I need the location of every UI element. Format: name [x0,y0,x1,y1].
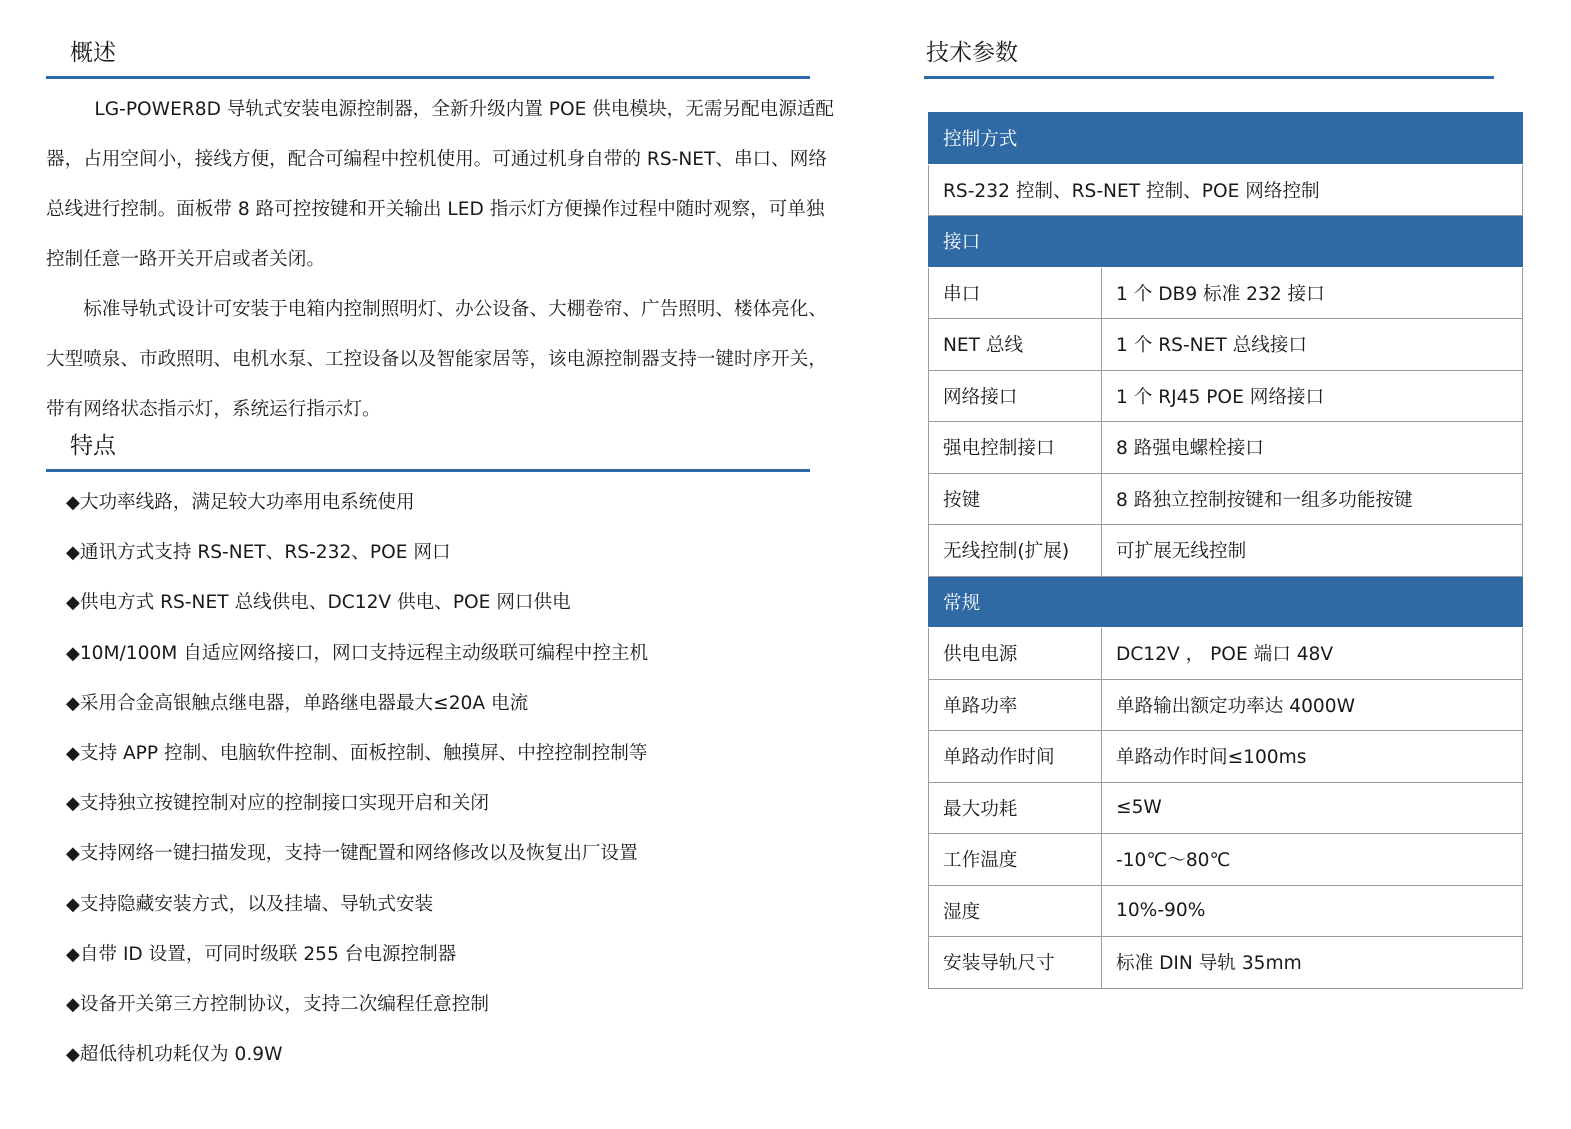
spec-value: 标准 DIN 导轨 35mm [1102,937,1523,989]
spec-value: 1 个 RS-NET 总线接口 [1102,319,1523,371]
diamond-bullet-icon: ◆ [66,692,80,714]
spec-section-header [929,113,1523,165]
diamond-bullet-icon: ◆ [66,893,80,915]
diamond-bullet-icon: ◆ [66,1044,80,1066]
spec-key: 按键 [929,473,1102,525]
spec-value: 可扩展无线控制 [1102,525,1523,577]
spec-key: 安装导轨尺寸 [929,937,1102,989]
spec-key: 湿度 [929,885,1102,937]
interface-header: 接口 [929,216,1523,268]
diamond-bullet-icon: ◆ [66,743,80,765]
table-row [929,937,1523,989]
spec-value: -10℃～80℃ [1102,834,1523,886]
diamond-bullet-icon: ◆ [66,542,80,564]
spec-value: 1 个 RJ45 POE 网络接口 [1102,370,1523,422]
feature-item: ◆供电方式 RS-NET 总线供电、DC12V 供电、POE 网口供电 [66,592,571,614]
table-row [929,885,1523,937]
table-row [929,628,1523,680]
feature-item: ◆设备开关第三方控制协议，支持二次编程任意控制 [66,994,489,1016]
spec-key: 供电电源 [929,628,1102,680]
general-header: 常规 [929,576,1523,628]
table-row [929,834,1523,886]
right-column [924,38,1524,975]
diamond-bullet-icon: ◆ [66,793,80,815]
feature-item: ◆大功率线路，满足较大功率用电系统使用 [66,492,415,513]
overview-title: 概述 [46,38,810,79]
feature-item: ◆支持网络一键扫描发现，支持一键配置和网络修改以及恢复出厂设置 [66,843,638,865]
spec-value: ≤5W [1102,782,1523,834]
spec-value: 8 路独立控制按键和一组多功能按键 [1102,473,1523,525]
feature-item: ◆采用合金高银触点继电器，单路继电器最大≤20A 电流 [66,692,529,714]
spec-key: 网络接口 [929,370,1102,422]
overview-paragraph-2: 标准导轨式设计可安装于电箱内控制照明灯、办公设备、大棚卷帘、广告照明、楼体亮化、大型喷泉、市政照明、电机水泵、工控设备以及智能家居等，该电源控制器支持一键时序开关，带有网络状态指示灯，系统运行指示灯。 [46,299,827,420]
table-row [929,782,1523,834]
table-row [929,319,1523,371]
feature-item: ◆支持独立按键控制对应的控制接口实现开启和关闭 [66,793,489,815]
feature-item: ◆支持隐藏安装方式，以及挂墙、导轨式安装 [66,893,434,915]
spec-key: 无线控制(扩展) [929,525,1102,577]
overview-body [46,85,836,435]
table-row [929,370,1523,422]
feature-item: ◆支持 APP 控制、电脑软件控制、面板控制、触摸屏、中控控制控制等 [66,743,648,765]
diamond-bullet-icon: ◆ [66,492,80,513]
spec-value: DC12V ， POE 端口 48V [1102,628,1523,680]
table-row [929,525,1523,577]
feature-item: ◆10M/100M 自适应网络接口，网口支持远程主动级联可编程中控主机 [66,642,649,664]
spec-section-header [929,216,1523,268]
diamond-bullet-icon: ◆ [66,642,80,664]
features-title: 特点 [46,431,810,472]
diamond-bullet-icon: ◆ [66,843,80,865]
feature-item: ◆通讯方式支持 RS-NET、RS-232、POE 网口 [66,542,451,564]
table-row [929,679,1523,731]
spec-value: 单路输出额定功率达 4000W [1102,679,1523,731]
control-header: 控制方式 [929,113,1523,165]
spec-key: 单路功率 [929,679,1102,731]
table-row [929,473,1523,525]
table-row [929,267,1523,319]
feature-item: ◆自带 ID 设置，可同时级联 255 台电源控制器 [66,943,457,965]
spec-key: 强电控制接口 [929,422,1102,474]
spec-value: 单路动作时间≤100ms [1102,731,1523,783]
diamond-bullet-icon: ◆ [66,994,80,1016]
spec-key: NET 总线 [929,319,1102,371]
spec-value: 8 路强电螺栓接口 [1102,422,1523,474]
table-row [929,164,1523,216]
spec-section-header [929,576,1523,628]
diamond-bullet-icon: ◆ [66,943,80,965]
features-list [46,478,836,1080]
spec-value: 10%-90% [1102,885,1523,937]
overview-paragraph-1: LG-POWER8D 导轨式安装电源控制器，全新升级内置 POE 供电模块，无需另配电源适配器，占用空间小，接线方便，配合可编程中控机使用。可通过机身自带的 RS-NET、串口、网络总线进行控制。面板带 8 路可控按键和开关输出 LED 指示灯方便操作过程中随时观察，可单独控制任意一路开关开启或者关闭。 [46,99,835,270]
control-value: RS-232 控制、RS-NET 控制、POE 网络控制 [929,164,1523,216]
spec-key: 串口 [929,267,1102,319]
specs-title: 技术参数 [924,38,1494,79]
spec-key: 最大功耗 [929,782,1102,834]
table-row [929,422,1523,474]
diamond-bullet-icon: ◆ [66,592,80,614]
left-column [46,38,836,1080]
spec-value: 1 个 DB9 标准 232 接口 [1102,267,1523,319]
spec-key: 工作温度 [929,834,1102,886]
spec-table [928,112,1523,989]
feature-item: ◆超低待机功耗仅为 0.9W [66,1044,283,1066]
spec-key: 单路动作时间 [929,731,1102,783]
table-row [929,731,1523,783]
